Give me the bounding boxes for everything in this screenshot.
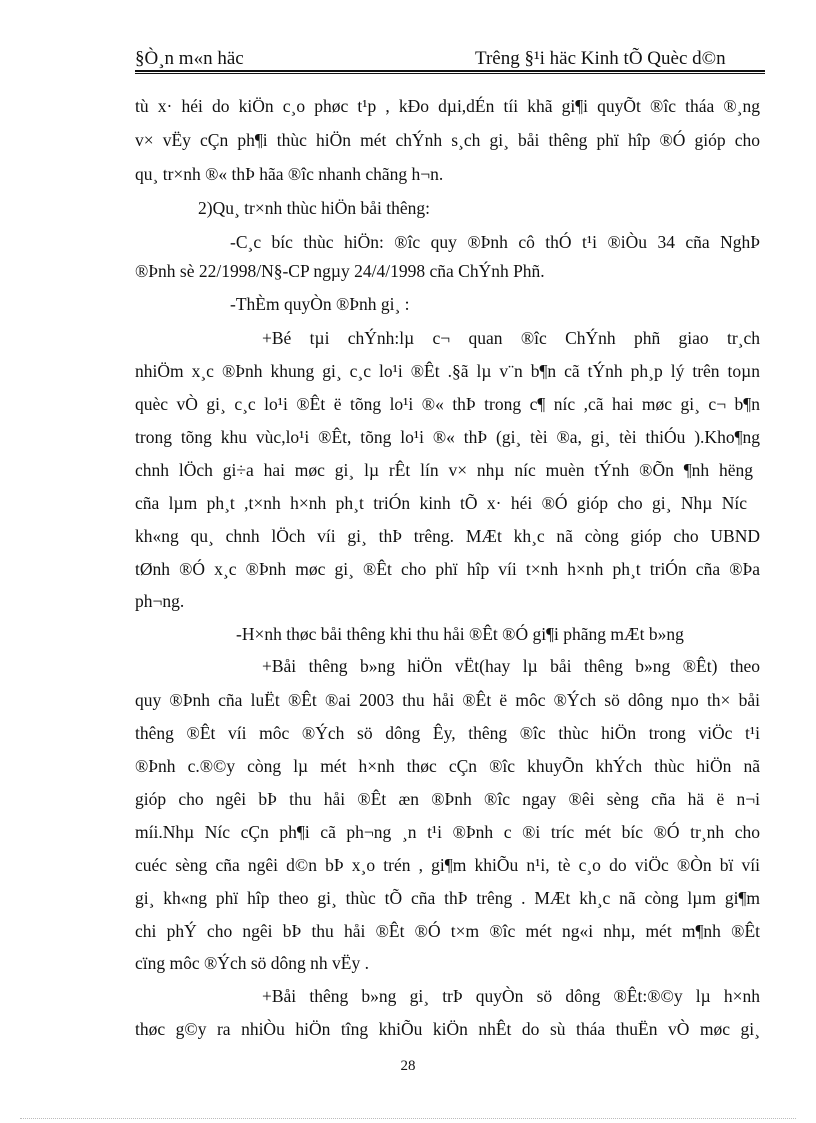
body-line: cïng môc ®Ých sö dông nh vËy . — [135, 953, 369, 973]
body-line: quèc vÒ gi¸ c¸c lo¹i ®Êt ë tõng lo¹i ®« thÞ trong c¶ níc ,cã hai møc gi¸ c¬ b¶n — [135, 394, 760, 414]
body-line: +Båi thêng b»ng hiÖn vËt(hay lµ båi thêng b»ng ®Êt) theo — [262, 656, 760, 676]
body-line: cuéc sèng cña ngêi d©n bÞ x¸o trén , gi¶m khiÕu n¹i, tè c¸o do viÖc ®Òn bï víi — [135, 855, 760, 875]
body-line: kh«ng qu¸ chnh lÖch víi gi¸ thÞ trêng. MÆt kh¸c nã còng gióp cho UBND — [135, 526, 760, 546]
body-line: trong tõng khu vùc,lo¹i ®Êt, tõng lo¹i ®« thÞ (gi¸ tèi ®a, gi¸ tèi thiÓu ).Kho¶ng — [135, 427, 760, 447]
body-line: gi¸ kh«ng phï hîp theo gi¸ thùc tÕ cña thÞ trêng . MÆt kh¸c nã còng lµm gi¶m — [135, 888, 760, 908]
body-line: chnh lÖch gi÷a hai møc gi¸ lµ rÊt lín v× nhµ níc muèn tÝnh ®Õn ¶nh hëng — [135, 460, 753, 480]
body-line: +Båi thêng b»ng gi¸ trÞ quyÒn sö dông ®Êt:®©y lµ h×nh — [262, 986, 760, 1006]
body-line: -ThÈm quyÒn ®Þnh gi¸ : — [230, 294, 410, 314]
header-course-label: §Ò¸n m«n häc — [135, 48, 244, 69]
body-line: ®Þnh sè 22/1998/N§-CP ngµy 24/4/1998 cña ChÝnh Phñ. — [135, 261, 545, 281]
header-rule — [135, 70, 765, 72]
body-line: nhiÖm x¸c ®Þnh khung gi¸ c¸c lo¹i ®Êt .§ã lµ v¨n b¶n cã tÝnh ph¸p lý trên toµn — [135, 361, 760, 381]
body-line: tù x· héi do kiÖn c¸o phøc t¹p , kÐo dµi,dÉn tíi khã gi¶i quyÕt ®îc tháa ®¸ng — [135, 96, 760, 116]
body-line: míi.Nhµ Níc cÇn ph¶i cã ph¬ng ¸n t¹i ®Þnh c ®i tríc mét bíc ®Ó tr¸nh cho — [135, 822, 760, 842]
body-line: thøc g©y ra nhiÒu hiÖn tîng khiÕu kiÖn nhÊt do sù tháa thuËn vÒ møc gi¸ — [135, 1019, 760, 1039]
body-line: gióp cho ngêi bÞ thu håi ®Êt æn ®Þnh ®îc ngay ®êi sèng cña hä ë n¬i — [135, 789, 760, 809]
body-line: ph¬ng. — [135, 591, 185, 611]
body-line: -H×nh thøc båi thêng khi thu håi ®Êt ®Ó gi¶i phãng mÆt b»ng — [236, 624, 684, 644]
header-rule-thin — [135, 73, 765, 74]
body-line: ®Þnh c.®©y còng lµ mét h×nh thøc cÇn ®îc khuyÕn khÝch thùc hiÖn nã — [135, 756, 760, 776]
body-line: +Bé tµi chÝnh:lµ c¬ quan ®îc ChÝnh phñ giao tr¸ch — [262, 328, 760, 348]
body-line: cña lµm ph¸t ,t×nh h×nh ph¸t triÓn kinh tÕ x· héi ®Ó gióp cho gi¸ Nhµ Níc — [135, 493, 747, 513]
body-line: qu¸ tr×nh ®« thÞ hãa ®îc nhanh chãng h¬n. — [135, 164, 444, 184]
body-line: thêng ®Êt víi môc ®Ých sö dông Êy, thêng ®îc thùc hiÖn trong viÖc t¹i — [135, 723, 760, 743]
page-header — [135, 48, 765, 72]
body-line: v× vËy cÇn ph¶i thùc hiÖn mét chÝnh s¸ch gi¸ båi thêng phï hîp ®Ó gióp cho — [135, 130, 760, 150]
body-line: chi phÝ cho ngêi bÞ thu håi ®Êt ®Ó t×m ®îc mét ng«i nhµ, mét m¶nh ®Êt — [135, 921, 760, 941]
body-line: -C¸c bíc thùc hiÖn: ®îc quy ®Þnh cô thÓ t¹i ®iÒu 34 cña NghÞ — [230, 232, 760, 252]
page-bottom-border — [20, 1118, 796, 1119]
body-line: tØnh ®Ó x¸c ®Þnh møc gi¸ ®Êt cho phï hîp víi t×nh h×nh ph¸t triÓn cña ®Þa — [135, 559, 760, 579]
page-number: 28 — [400, 1058, 416, 1074]
body-line: quy ®Þnh cña luËt ®Êt ®ai 2003 thu håi ®Êt ë môc ®Ých sö dông nµo th× båi — [135, 690, 760, 710]
section-heading: 2)Qu¸ tr×nh thùc hiÖn båi thêng: — [198, 198, 430, 218]
header-university-name: Trêng §¹i häc Kinh tÕ Quèc d©n — [475, 48, 726, 69]
